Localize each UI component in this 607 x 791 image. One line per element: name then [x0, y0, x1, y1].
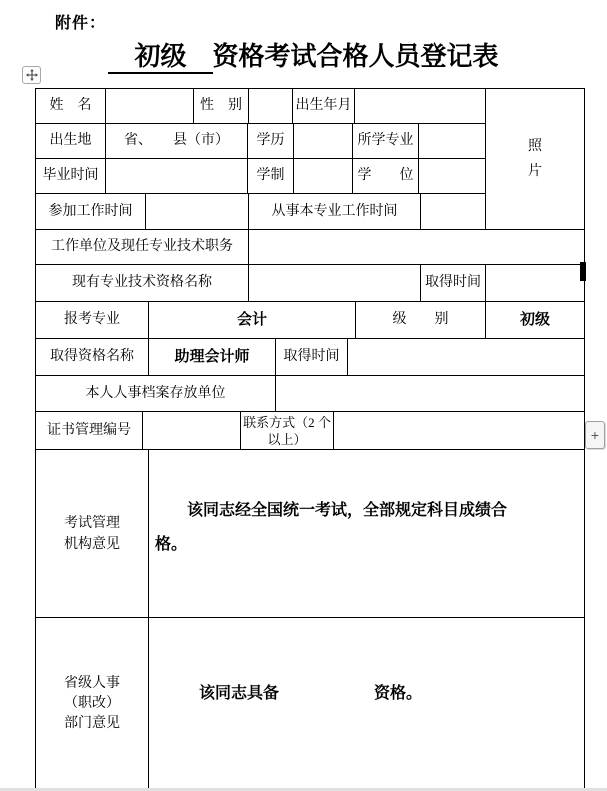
birth-label: 出生年月 [295, 98, 352, 113]
contact-value-cell[interactable] [334, 412, 584, 450]
provincial-opinion-prefix: 该同志具备 [199, 685, 280, 702]
birthplace-value: 省、 县（市） [124, 133, 229, 148]
level-value: 初级 [519, 312, 550, 328]
gender-label: 性 别 [200, 98, 242, 113]
grad-time-label: 毕业时间 [42, 168, 99, 183]
schooling-value-cell[interactable] [294, 159, 353, 194]
gender-label-cell [194, 89, 249, 124]
employer-label-cell [36, 230, 249, 265]
birthplace-label: 出生地 [49, 133, 92, 148]
prof-years-label-cell [249, 194, 421, 230]
name-label: 姓 名 [49, 98, 92, 113]
page-title [0, 36, 607, 73]
exam-major-value-cell[interactable] [149, 302, 356, 339]
major-value-cell[interactable] [419, 124, 486, 159]
current-qual-label-cell [36, 265, 249, 302]
provincial-opinion-suffix: 资格。 [374, 685, 423, 702]
name-label-cell [36, 89, 106, 124]
work-start-label: 参加工作时间 [48, 203, 133, 219]
degree-label-cell [353, 159, 419, 194]
exam-authority-label-cell [36, 450, 149, 618]
work-start-label-cell [36, 194, 146, 230]
exam-authority-opinion-line1: 该同志经全国统一考试，全部规定科目成绩合 [187, 502, 508, 519]
birthplace-label-cell [36, 124, 106, 159]
obtain-time-label-cell [421, 265, 486, 302]
education-label-cell [248, 124, 294, 159]
table-move-handle[interactable] [22, 66, 41, 84]
schooling-label: 学制 [256, 168, 285, 183]
qual-name-value-cell[interactable] [149, 339, 276, 376]
photo-cell[interactable] [486, 89, 584, 230]
education-value-cell[interactable] [294, 124, 353, 159]
obtain-time-label: 取得时间 [425, 275, 481, 290]
exam-major-label: 报考专业 [64, 312, 120, 327]
level-label-cell [356, 302, 486, 339]
contact-label-line1: 联系方式（2 个 [243, 414, 331, 430]
gender-value-cell[interactable] [249, 89, 293, 124]
grad-time-label-cell [36, 159, 106, 194]
attachment-label: 附件： [55, 15, 107, 32]
exam-authority-label-line1: 考试管理 [64, 515, 120, 531]
title-underlined-blank: 初级 [108, 42, 212, 74]
major-label-cell [353, 124, 419, 159]
table-border-marker [580, 262, 586, 281]
schooling-label-cell [248, 159, 294, 194]
archive-label: 本人人事档案存放单位 [85, 385, 226, 401]
exam-authority-opinion-cell[interactable] [149, 450, 584, 618]
contact-label-line2: 以上） [267, 431, 307, 447]
qual-name-value: 助理会计师 [174, 349, 250, 365]
employer-label: 工作单位及现任专业技术职务 [51, 239, 233, 254]
level-label: 级 别 [392, 312, 449, 327]
photo-label-line1: 照 [528, 139, 542, 154]
level-value-cell[interactable] [486, 302, 584, 339]
current-qual-value-cell[interactable] [249, 265, 421, 302]
exam-major-label-cell [36, 302, 149, 339]
obtain-time2-value-cell[interactable] [348, 339, 584, 376]
move-arrows-icon [26, 69, 38, 81]
obtain-time2-label: 取得时间 [283, 349, 340, 364]
cert-no-label: 证书管理编号 [47, 422, 131, 438]
exam-major-value: 会计 [236, 312, 267, 328]
provincial-dept-label-cell [36, 618, 149, 789]
obtain-time-value-cell[interactable] [486, 265, 584, 302]
cert-no-value-cell[interactable] [143, 412, 241, 450]
birth-value-cell[interactable] [355, 89, 486, 124]
insert-control-button[interactable] [585, 421, 605, 449]
exam-authority-opinion-line2: 格。 [155, 536, 188, 553]
qual-name-label: 取得资格名称 [50, 349, 134, 364]
work-start-value-cell[interactable] [146, 194, 249, 230]
archive-value-cell[interactable] [276, 376, 584, 412]
registration-form-table [35, 88, 585, 790]
prof-years-label: 从事本专业工作时间 [271, 203, 398, 219]
title-text: 资格考试合格人员登记表 [212, 42, 499, 71]
obtain-time2-label-cell [276, 339, 348, 376]
education-label: 学历 [256, 133, 285, 148]
qual-name-label-cell [36, 339, 149, 376]
current-qual-label: 现有专业技术资格名称 [72, 275, 212, 290]
plus-icon: + [590, 427, 600, 443]
provincial-opinion-cell[interactable] [149, 618, 584, 789]
name-value-cell[interactable] [106, 89, 194, 124]
exam-authority-label-line2: 机构意见 [64, 536, 120, 552]
provincial-dept-label-line3: 部门意见 [64, 715, 120, 731]
provincial-dept-label-line1: 省级人事 [64, 675, 120, 691]
prof-years-value-cell[interactable] [421, 194, 486, 230]
contact-label-cell [241, 412, 334, 450]
cert-no-label-cell [36, 412, 143, 450]
grad-time-value-cell[interactable] [106, 159, 248, 194]
provincial-dept-label-line2: （职改） [64, 695, 120, 711]
birth-label-cell [293, 89, 355, 124]
archive-label-cell [36, 376, 276, 412]
major-label: 所学专业 [357, 133, 414, 148]
birthplace-value-cell[interactable] [106, 124, 248, 159]
degree-value-cell[interactable] [419, 159, 486, 194]
photo-label-line2: 片 [528, 164, 542, 179]
degree-label: 学 位 [357, 168, 414, 183]
employer-value-cell[interactable] [249, 230, 584, 265]
